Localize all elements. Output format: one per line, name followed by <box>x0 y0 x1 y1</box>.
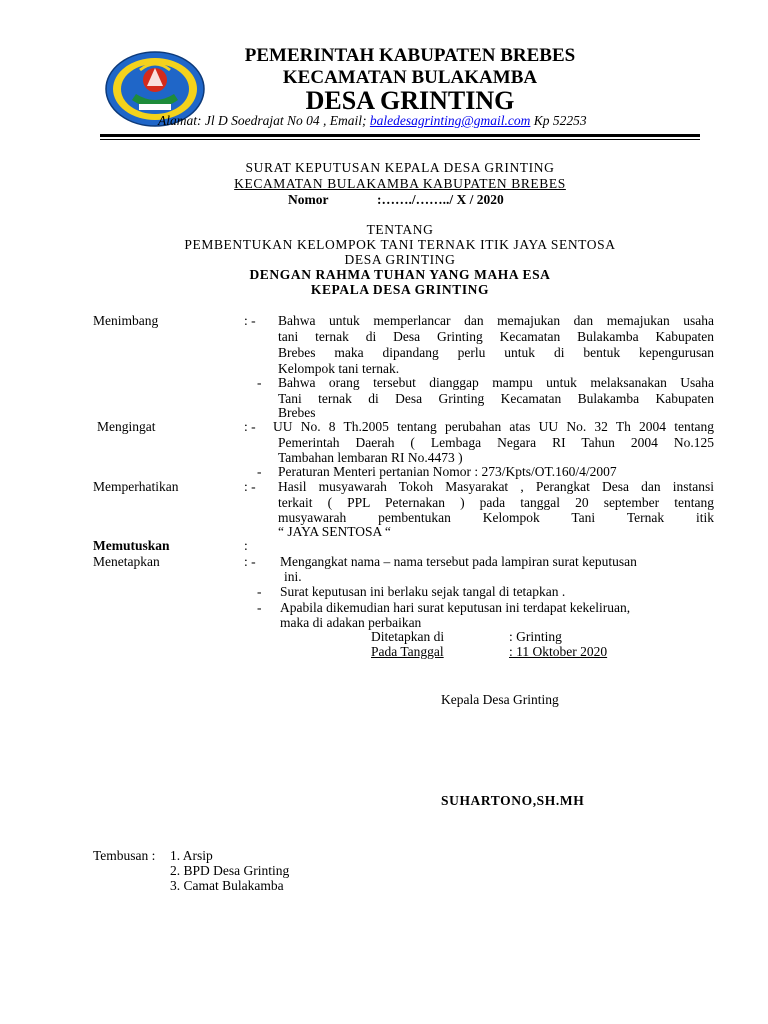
subject-line-3: DENGAN RAHMA TUHAN YANG MAHA ESA <box>249 267 551 282</box>
header-address <box>158 113 587 129</box>
decree-subtitle: KECAMATAN BULAKAMBA KABUPATEN BREBES <box>234 176 566 191</box>
tanggal-label: Pada Tanggal <box>371 644 444 659</box>
memperhatikan-item-1-line-4: “ JAYA SENTOSA “ <box>278 524 391 539</box>
header-district: KECAMATAN BULAKAMBA <box>282 67 538 88</box>
mengingat-item-2: Peraturan Menteri pertanian Nomor : 273/Kpts/OT.160/4/2007 <box>278 464 617 479</box>
subject-line-1: PEMBENTUKAN KELOMPOK TANI TERNAK ITIK JAYA SENTOSA <box>184 237 616 252</box>
menetapkan-item-1-line-2: ini. <box>284 569 302 584</box>
email-link[interactable]: baledesagrinting@gmail.com <box>369 113 531 128</box>
header-village: DESA GRINTING <box>305 86 515 115</box>
menetapkan-item-3-line-1: Apabila dikemudian hari surat keputusan ini terdapat kekeliruan, <box>280 600 631 615</box>
ditetapkan-label: Ditetapkan di <box>371 629 445 644</box>
menimbang-item-1-line-2: tani ternak di Desa Grinting Kecamatan Bulakamba Kabupaten <box>278 329 714 344</box>
menimbang-item-2-line-3: Brebes <box>278 405 316 420</box>
memutuskan-colon: : <box>244 538 248 553</box>
menimbang-colon: : - <box>244 313 256 328</box>
mengingat-item-1-line-1: UU No. 8 Th.2005 tentang perubahan atas UU No. 32 Th 2004 tentang <box>273 419 714 434</box>
signatory-position: Kepala Desa Grinting <box>441 692 559 707</box>
tembusan-item-2: 2. BPD Desa Grinting <box>170 863 290 878</box>
ditetapkan-value: : Grinting <box>509 629 562 644</box>
subject-line-4: KEPALA DESA GRINTING <box>310 282 490 297</box>
tentang-heading: TENTANG <box>366 222 434 237</box>
tembusan-label: Tembusan : <box>93 848 156 863</box>
menetapkan-dash-2: - <box>257 584 262 599</box>
menetapkan-label: Menetapkan <box>93 554 160 569</box>
header-divider-thin <box>100 139 700 140</box>
menimbang-item-1-line-1: Bahwa untuk memperlancar dan memajukan dan memajukan usaha <box>278 313 714 328</box>
menetapkan-colon: : - <box>244 554 256 569</box>
memperhatikan-colon: : - <box>244 479 256 494</box>
tanggal-value: : 11 Oktober 2020 <box>509 644 608 659</box>
menimbang-item-2-line-2: Tani ternak di Desa Grinting Kecamatan Bulakamba Kabupaten <box>278 391 714 406</box>
memutuskan-label: Memutuskan <box>93 538 170 553</box>
menimbang-item-1-line-3: Brebes maka dipandang perlu untuk di bentuk kepengurusan <box>278 345 714 360</box>
menetapkan-item-3-line-2: maka di adakan perbaikan <box>280 615 422 630</box>
postal-code: Kp 52253 <box>533 113 587 128</box>
address-text: Alamat: Jl D Soedrajat No 04 , Email; <box>158 113 367 128</box>
mengingat-label: Mengingat <box>97 419 156 434</box>
menetapkan-item-1-line-1: Mengangkat nama – nama tersebut pada lampiran surat keputusan <box>280 554 637 569</box>
tembusan-item-1: 1. Arsip <box>170 848 213 863</box>
memperhatikan-item-1-line-1: Hasil musyawarah Tokoh Masyarakat , Perangkat Desa dan instansi <box>278 479 714 494</box>
signatory-name: SUHARTONO,SH.MH <box>441 793 585 808</box>
mengingat-colon: : - <box>244 419 256 434</box>
nomor-label: Nomor <box>288 192 329 207</box>
subject-line-2: DESA GRINTING <box>344 252 456 267</box>
header-government: PEMERINTAH KABUPATEN BREBES <box>244 45 576 66</box>
memperhatikan-item-1-line-3: musyawarah pembentukan Kelompok Tani Ternak itik <box>278 510 714 525</box>
memperhatikan-item-1-line-2: terkait ( PPL Peternakan ) pada tanggal 20 september tentang <box>278 495 714 510</box>
menetapkan-dash-3: - <box>257 600 262 615</box>
header-divider-thick <box>100 134 700 137</box>
memperhatikan-label: Memperhatikan <box>93 479 179 494</box>
nomor-value: :……./……../ X / 2020 <box>377 192 504 207</box>
mengingat-dash-2: - <box>257 464 262 479</box>
mengingat-item-1-line-3: Tambahan lembaran RI No.4473 ) <box>278 450 463 465</box>
menimbang-label: Menimbang <box>93 313 159 328</box>
menimbang-item-2-line-1: Bahwa orang tersebut dianggap mampu untuk melaksanakan Usaha <box>278 375 714 390</box>
menimbang-dash-2: - <box>257 375 262 390</box>
mengingat-item-1-line-2: Pemerintah Daerah ( Lembaga Negara RI Tahun 2004 No.125 <box>278 435 714 450</box>
menimbang-item-1-line-4: Kelompok tani ternak. <box>278 361 400 376</box>
tembusan-item-3: 3. Camat Bulakamba <box>170 878 284 893</box>
decree-title: SURAT KEPUTUSAN KEPALA DESA GRINTING <box>245 160 555 175</box>
menetapkan-item-2: Surat keputusan ini berlaku sejak tangal di tetapkan . <box>280 584 566 599</box>
